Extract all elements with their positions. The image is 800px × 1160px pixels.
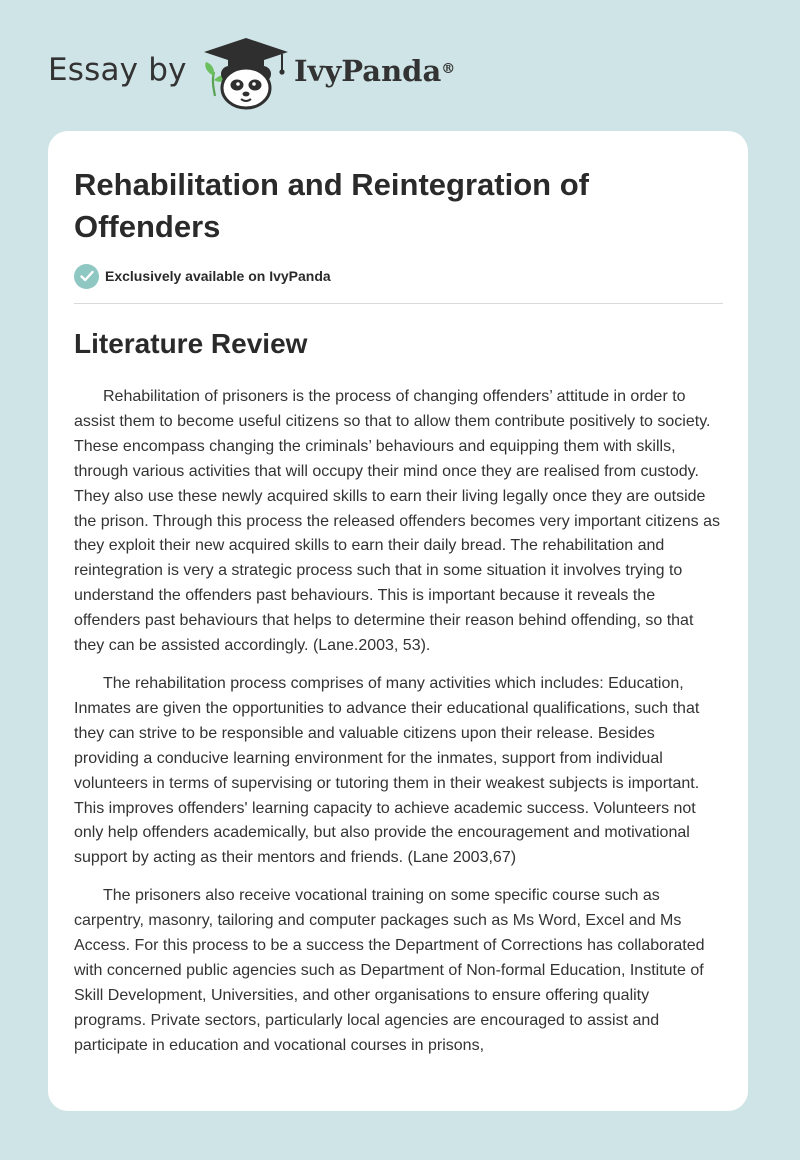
- panda-graduate-logo-icon[interactable]: [198, 36, 294, 110]
- divider: [74, 303, 723, 304]
- essay-body: [74, 385, 724, 1072]
- section-heading: Literature Review: [74, 328, 308, 359]
- check-badge-icon: [74, 264, 99, 289]
- essay-by-label: Essay by: [48, 52, 187, 88]
- essay-card: [48, 131, 748, 1111]
- site-header: [0, 0, 800, 130]
- brand-name[interactable]: [294, 51, 455, 91]
- registered-mark: ®: [441, 61, 456, 77]
- exclusive-label: Exclusively available on IvyPanda: [105, 268, 331, 284]
- paragraph: Rehabilitation of prisoners is the process of changing offenders’ attitude in order to assist them to become useful citizens so that to allow them contribute positively to society. These encompass changing the criminals’ behaviours and equipping them with skills, through various activities that will occupy their mind once they are realised from custody. They also use these newly acquired skills to earn their living legally once they are outside the prison. Through this process the released offenders becomes very important citizens as they exploit their new acquired skills to earn their daily bread. The rehabilitation and reintegration is very a strategic process such that in some situation it involves trying to understand the offenders past behaviours. This is important because it reveals the offenders past behaviours that helps to determine their reason behind offending, so that they can be assisted accordingly. (Lane.2003, 53).: [74, 388, 720, 655]
- paragraph: The rehabilitation process comprises of many activities which includes: Education, Inmates are given the opportunities to advance their educational qualifications, such that they can strive to be responsible and valuable citizens upon their release. Besides providing a conducive learning environment for the inmates, support from individual volunteers in terms of supervising or tutoring them in their weakest subjects is important. This improves offenders' learning capacity to achieve academic success. Volunteers not only help offenders academically, but also provide the encouragement and motivational support by acting as their mentors and friends. (Lane 2003,67): [74, 674, 700, 867]
- exclusive-notice: [74, 263, 331, 289]
- brand-name-text: IvyPanda: [294, 54, 442, 88]
- essay-title: Rehabilitation and Reintegration of Offenders: [74, 167, 589, 244]
- paragraph: The prisoners also receive vocational training on some specific course such as carpentry, masonry, tailoring and computer packages such as Ms Word, Excel and Ms Access. For this process to be a success the Department of Corrections has collaborated with concerned public agencies such as Department of Non-formal Education, Institute of Skill Development, Universities, and other organisations to ensure offering quality programs. Private sectors, particularly local agencies are encouraged to assist and participate in education and vocational courses in prisons,: [74, 887, 705, 1054]
